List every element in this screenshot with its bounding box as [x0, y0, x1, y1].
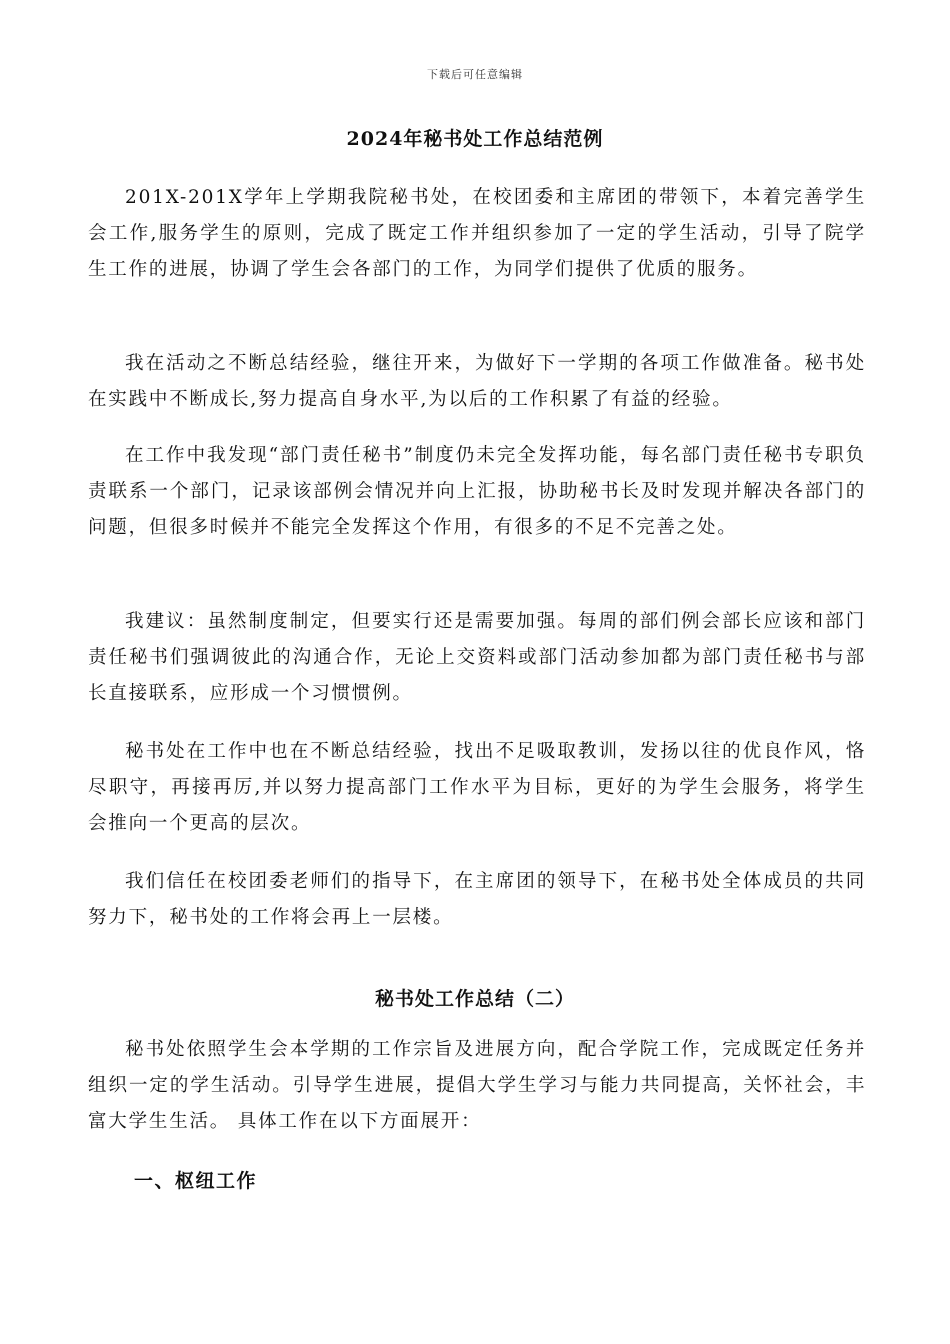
paragraph-2: 我在活动之不断总结经验，继往开来，为做好下一学期的各项工作做准备。秘书处在实践中不断成长,努力提高自身水平,为以后的工作积累了有益的经验。	[88, 353, 866, 410]
section-title: 秘书处工作总结（二）	[374, 988, 575, 1010]
paragraph-1: 201X-201X学年上学期我院秘书处，在校团委和主席团的带领下，本着完善学生会工作,服务学生的原则，完成了既定工作并组织参加了一定的学生活动，引导了院学生工作的进展，协调了学生会各部门的工作，为同学们提供了优质的服务。	[88, 187, 866, 280]
paragraph-7: 秘书处依照学生会本学期的工作宗旨及进展方向，配合学院工作，完成既定任务并组织一定的学生活动。引导学生进展，提倡大学生学习与能力共同提高，关怀社会，丰富大学生生活。 具体工作在以下方面展开：	[88, 1039, 866, 1132]
section-heading: 一、枢纽工作	[134, 1170, 258, 1192]
paragraph-5: 秘书处在工作中也在不断总结经验，找出不足吸取教训，发扬以往的优良作风，恪尽职守，再接再厉,并以努力提高部门工作水平为目标，更好的为学生会服务，将学生会推向一个更高的层次。	[88, 741, 866, 834]
header-note: 下载后可任意编辑	[427, 68, 523, 81]
paragraph-6: 我们信任在校团委老师们的指导下，在主席团的领导下，在秘书处全体成员的共同努力下，秘书处的工作将会再上一层楼。	[88, 871, 866, 928]
paragraph-4: 我建议：虽然制度制定，但要实行还是需要加强。每周的部们例会部长应该和部门责任秘书们强调彼此的沟通合作，无论上交资料或部门活动参加都为部门责任秘书与部长直接联系，应形成一个习惯惯例。	[88, 611, 866, 704]
paragraph-3: 在工作中我发现“部门责任秘书”制度仍未完全发挥功能，每名部门责任秘书专职负责联系一个部门，记录该部例会情况并向上汇报，协助秘书长及时发现并解决各部门的问题，但很多时候并不能完全发挥这个作用，有很多的不足不完善之处。	[88, 445, 866, 538]
document-title: 2024年秘书处工作总结范例	[346, 128, 604, 150]
